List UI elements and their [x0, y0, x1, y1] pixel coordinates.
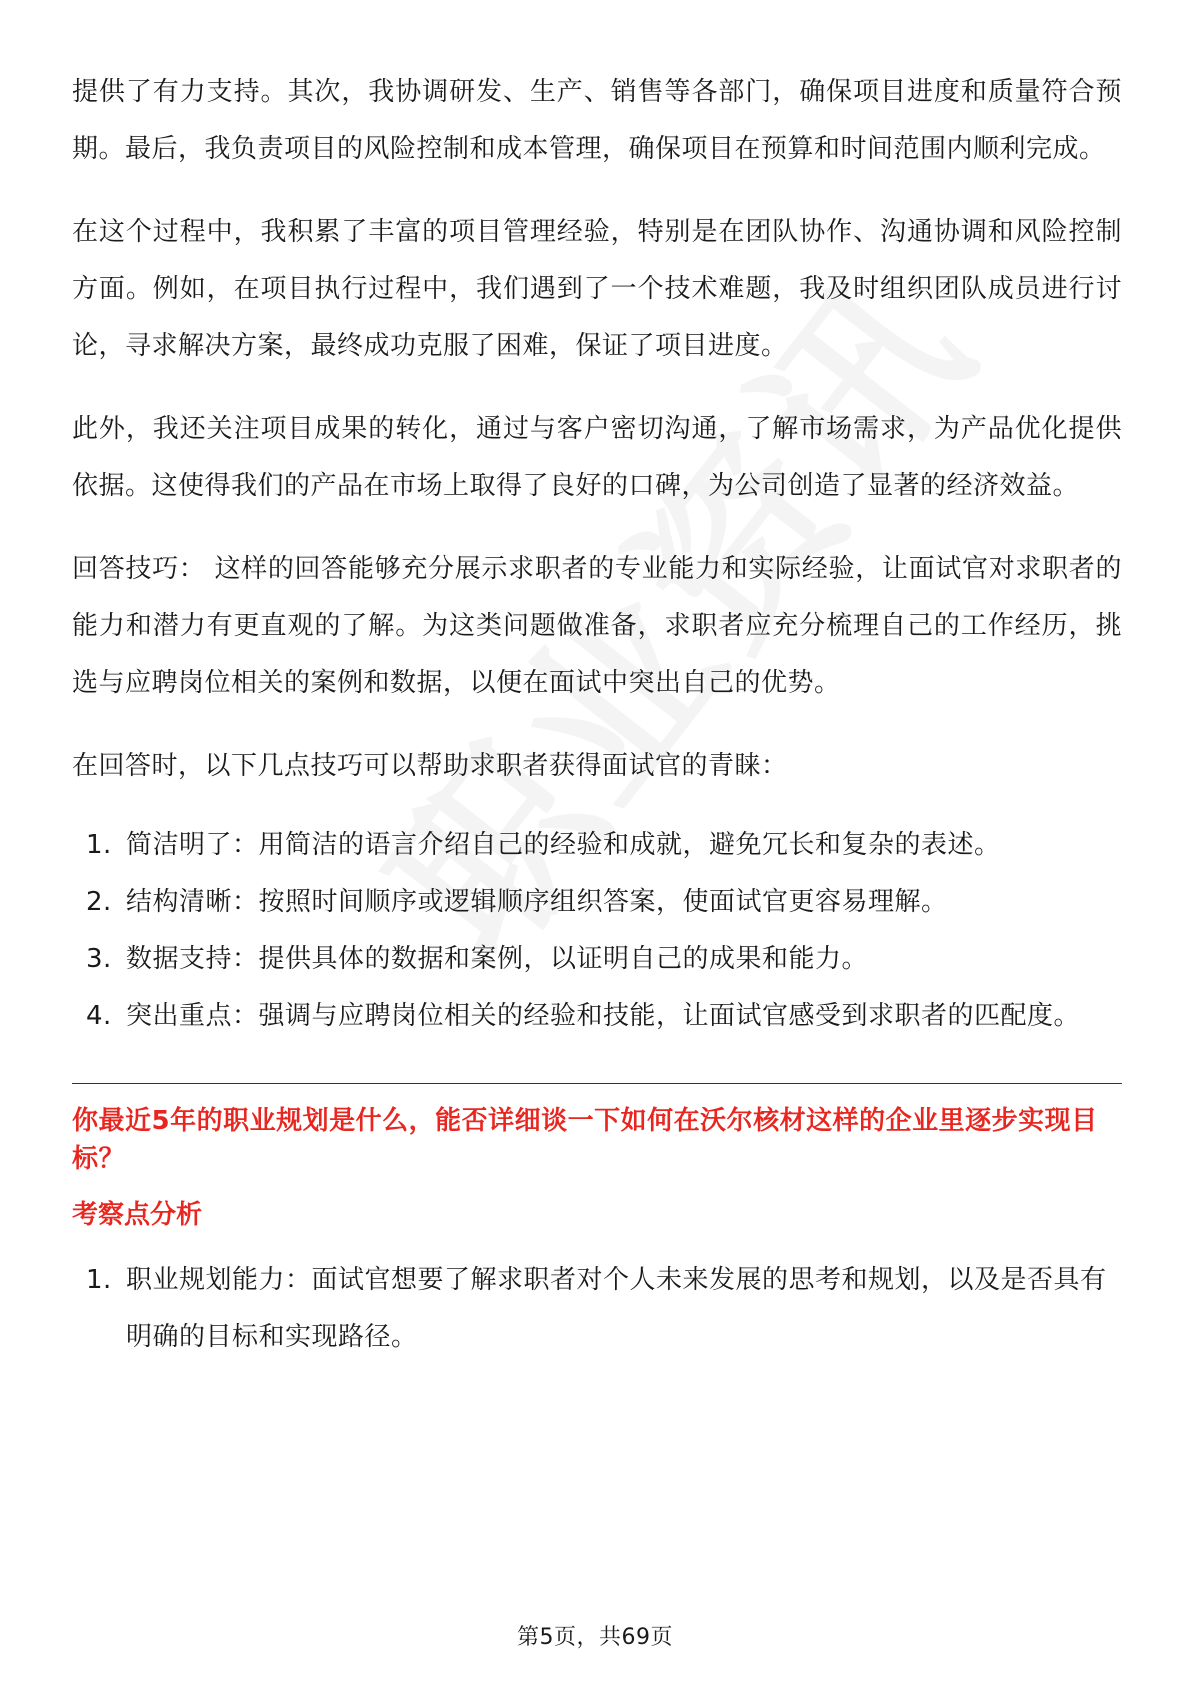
page-footer: 第5页，共69页	[517, 1625, 673, 1650]
list-number: 1.	[86, 1265, 112, 1295]
paragraph-1: 提供了有力支持。其次，我协调研发、生产、销售等各部门，确保项目进度和质量符合预期。最后，我负责项目的风险控制和成本管理，确保项目在预算和时间范围内顺利完成。	[72, 77, 1122, 164]
tips-intro: 在回答时，以下几点技巧可以帮助求职者获得面试官的青睐：	[72, 751, 788, 781]
list-item-text: 突出重点：强调与应聘岗位相关的经验和技能，让面试官感受到求职者的匹配度。	[126, 1001, 1081, 1031]
list-number: 4.	[86, 1001, 112, 1031]
analysis-heading: 考察点分析	[72, 1200, 203, 1230]
list-item-text: 职业规划能力：面试官想要了解求职者对个人未来发展的思考和规划，以及是否具有明确的目标和实现路径。	[126, 1265, 1107, 1352]
list-item	[72, 988, 1122, 1045]
list-item	[72, 874, 1122, 931]
list-item	[72, 931, 1122, 988]
list-item-text: 结构清晰：按照时间顺序或逻辑顺序组织答案，使面试官更容易理解。	[126, 887, 948, 917]
paragraph-2: 在这个过程中，我积累了丰富的项目管理经验，特别是在团队协作、沟通协调和风险控制方面。例如，在项目执行过程中，我们遇到了一个技术难题，我及时组织团队成员进行讨论，寻求解决方案，最终成功克服了困难，保证了项目进度。	[72, 217, 1122, 361]
list-number: 3.	[86, 944, 112, 974]
list-number: 2.	[86, 887, 112, 917]
list-number: 1.	[86, 830, 112, 860]
paragraph-3: 此外，我还关注项目成果的转化，通过与客户密切沟通，了解市场需求，为产品优化提供依据。这使得我们的产品在市场上取得了良好的口碑，为公司创造了显著的经济效益。	[72, 414, 1122, 501]
section-divider	[72, 1083, 1122, 1084]
document-page	[72, 64, 1122, 1366]
answer-tips-paragraph: 回答技巧： 这样的回答能够充分展示求职者的专业能力和实际经验，让面试官对求职者的能力和潜力有更直观的了解。为这类问题做准备，求职者应充分梳理自己的工作经历，挑选与应聘岗位相关的案例和数据，以便在面试中突出自己的优势。	[72, 554, 1122, 698]
list-item	[72, 1252, 1122, 1366]
list-item	[72, 817, 1122, 874]
list-item-text: 数据支持：提供具体的数据和案例，以证明自己的成果和能力。	[126, 944, 869, 974]
question-heading: 你最近5年的职业规划是什么，能否详细谈一下如何在沃尔核材这样的企业里逐步实现目标？	[72, 1106, 1098, 1174]
tips-list	[72, 817, 1122, 1045]
analysis-list	[72, 1252, 1122, 1366]
list-item-text: 简洁明了：用简洁的语言介绍自己的经验和成就，避免冗长和复杂的表述。	[126, 830, 1001, 860]
